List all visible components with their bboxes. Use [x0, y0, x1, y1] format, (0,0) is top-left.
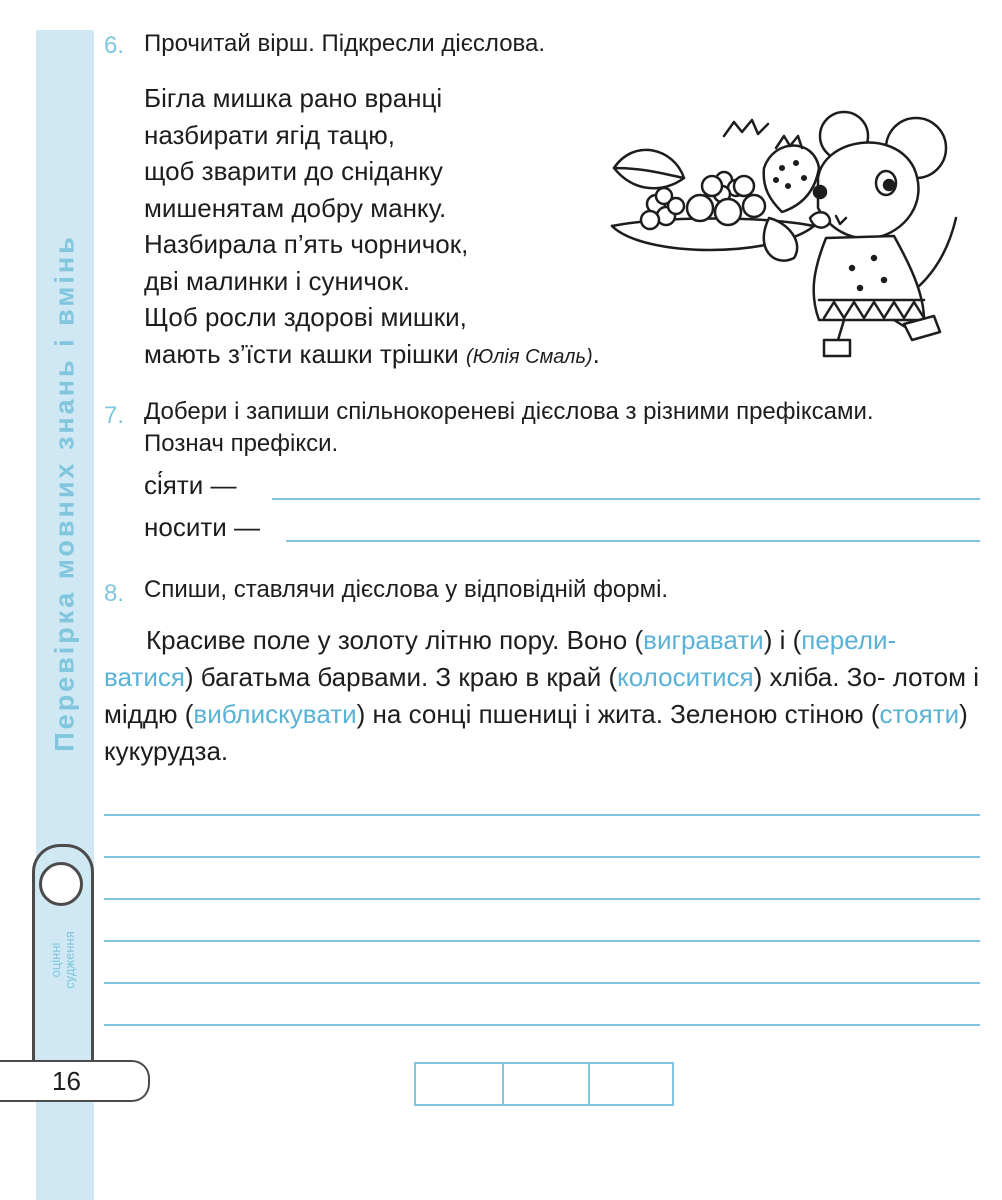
task-7-number: 7.	[104, 402, 125, 429]
writing-line[interactable]	[104, 814, 980, 816]
sidebar-title: Перевірка мовних знань і вмінь	[49, 234, 80, 752]
mouse-with-berry-plate-icon	[604, 108, 960, 366]
writing-line[interactable]	[104, 898, 980, 900]
task-6-title: Прочитай вірш. Підкресли дієслова.	[144, 30, 546, 57]
writing-line[interactable]	[104, 856, 980, 858]
paragraph-text: Красиве поле у золоту літню пору. Воно (	[146, 625, 644, 655]
score-grid	[414, 1062, 674, 1106]
writing-line[interactable]	[104, 940, 980, 942]
word-siyaty: сі́яти —	[144, 470, 237, 500]
paragraph-text: ) і (	[763, 625, 802, 655]
verb-in-brackets: виблискувати	[193, 699, 357, 729]
writing-line[interactable]	[104, 1024, 980, 1026]
evaluation-label: оцінні судження	[48, 931, 77, 989]
poem	[144, 80, 600, 375]
poem-line: мишенятам добру манку.	[144, 192, 447, 223]
word-nosyty: носити —	[144, 512, 260, 542]
verb-in-brackets: колоситися	[617, 662, 754, 692]
writing-line[interactable]	[104, 982, 980, 984]
poem-line: Бігла мишка рано вранці	[144, 83, 443, 113]
poem-line-last: мають з’їсти кашки трішки (Юлія Смаль).	[144, 338, 600, 369]
paragraph-text: ) на сонці пшениці і жита. Зеленою стіною (	[356, 699, 880, 729]
paragraph-text: ) хліба. Зо- лотом і міддю (	[104, 662, 980, 729]
answer-line-siyaty[interactable]	[272, 498, 980, 500]
poem-line: назбирати ягід тацю,	[144, 119, 395, 150]
task-7-title	[144, 396, 984, 460]
score-grid-divider	[502, 1064, 504, 1104]
poem-line: Назбирала п’ять чорничок,	[144, 229, 469, 259]
verb-in-brackets: ватися	[104, 662, 185, 692]
task-6-number: 6.	[104, 32, 125, 59]
score-grid-divider	[588, 1064, 590, 1104]
evaluation-circle[interactable]	[39, 862, 83, 906]
verb-in-brackets: перели-	[801, 625, 897, 655]
task-8-title: Спиши, ставлячи дієслова у відповідній формі.	[144, 576, 669, 603]
verb-in-brackets: стояти	[879, 699, 960, 729]
verb-in-brackets: вигравати	[643, 625, 764, 655]
task-7-title-line: Познач префікси.	[144, 430, 339, 457]
task-8-paragraph	[104, 622, 984, 770]
answer-line-nosyty[interactable]	[286, 540, 980, 542]
poem-line: Щоб росли здорові мишки,	[144, 302, 467, 332]
page-number: 16	[52, 1066, 81, 1096]
paragraph-text: ) кукурудза.	[104, 699, 968, 766]
task-7-title-line: Добери і запиши спільнокореневі дієслова з різними префіксами.	[144, 398, 874, 425]
poem-line: щоб зварити до сніданку	[144, 156, 443, 186]
task-8-number: 8.	[104, 580, 125, 607]
poem-author: (Юлія Смаль)	[466, 345, 593, 368]
poem-line: дві малинки і суничок.	[144, 265, 410, 296]
paragraph-text: ) багатьма барвами. З краю в край (	[184, 662, 618, 692]
